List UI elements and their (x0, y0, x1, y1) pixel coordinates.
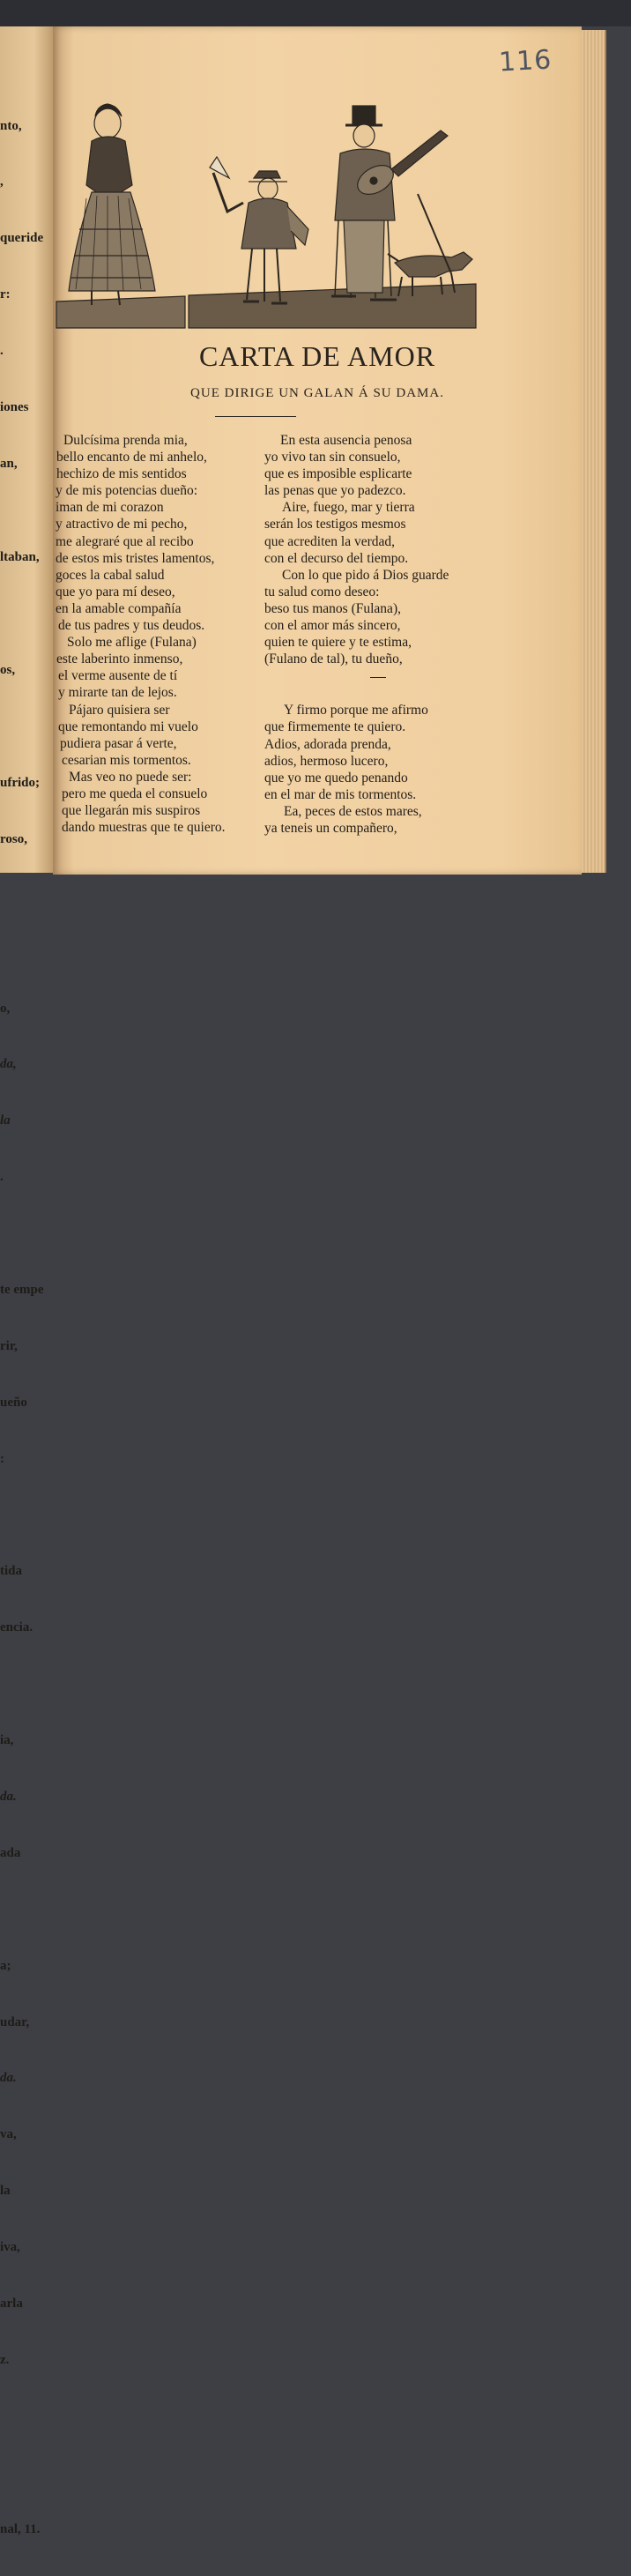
fragment-line: , (0, 175, 4, 190)
poem-line: Y firmo porque me afirmo (284, 703, 428, 718)
page-title: CARTA DE AMOR (198, 340, 436, 372)
fragment-line: da. (0, 1790, 17, 1805)
poem-line: que yo para mí deseo, (56, 584, 175, 599)
poem-line: goces la cabal salud (56, 567, 165, 583)
poem-line: yo vivo tan sin consuelo, (264, 450, 401, 465)
spacer (264, 689, 494, 702)
guitarist-figure (331, 106, 397, 300)
fragment-line: os, (0, 663, 16, 678)
poem-line: en el mar de mis tormentos. (264, 786, 417, 802)
fragment-line: iones (0, 400, 29, 415)
poem-line: las penas que yo padezco. (264, 483, 406, 499)
fragment-line: ueño (0, 1395, 27, 1410)
fragment-line: iva, (0, 2240, 20, 2255)
poem-line: que acrediten la verdad, (264, 533, 396, 549)
poem-line: pudiera pasar á verte, (60, 735, 177, 751)
fragment-line: z. (0, 2352, 10, 2367)
previous-page-edge (0, 26, 56, 2536)
poem-line: tu salud como deseo: (264, 584, 380, 599)
fragment-line: ufrido; (0, 775, 40, 790)
fragment-line (0, 605, 56, 623)
right-poem-column (264, 432, 494, 837)
poem-line: que remontando mi vuelo (58, 718, 198, 734)
fragment-line: arla (0, 2297, 23, 2312)
fragment-line (0, 887, 56, 905)
fragment-line: queride (0, 231, 44, 246)
fragment-line (0, 1901, 56, 1919)
fragment-line: la (0, 1113, 11, 1128)
poem-line: (Fulano de tal), tu dueño, (264, 651, 403, 667)
poem-line: Aire, fuego, mar y tierra (282, 500, 415, 516)
fragment-line: r: (0, 287, 11, 302)
fragment-line: ada (0, 1845, 21, 1860)
fragment-line (0, 943, 56, 962)
fragment-line: da. (0, 2071, 17, 2086)
title-divider (215, 416, 296, 417)
poem-line: Mas veo no puede ser: (69, 769, 192, 785)
poem-line: y de mis potencias dueño: (56, 483, 197, 499)
poem-line: Dulcísima prenda mia, (63, 433, 188, 448)
poem-line: este laberinto inmenso, (56, 651, 183, 667)
poem-line: adios, hermoso lucero, (264, 753, 389, 769)
poem-line: y atractivo de mi pecho, (56, 517, 188, 532)
poem-line: En esta ausencia penosa (280, 433, 412, 448)
poem-line: en la amable compañía (56, 600, 182, 616)
left-poem-column (53, 432, 264, 836)
poem-line: hechizo de mis sentidos (56, 466, 187, 482)
scanner-background (0, 0, 631, 26)
fragment-line: . (0, 344, 4, 359)
ground-left (56, 296, 185, 328)
fragment-line: tida (0, 1564, 23, 1579)
handwritten-page-number: 116 (498, 44, 553, 78)
poem-line: cesarian mis tormentos. (62, 752, 191, 768)
poem-line: Adios, adorada prenda, (264, 736, 391, 752)
fragment-line (0, 1675, 56, 1694)
fragment-line: la (0, 2184, 11, 2199)
fragment-line: ia, (0, 1733, 14, 1748)
fragment-line: o, (0, 1001, 11, 1016)
fragment-line: da, (0, 1057, 17, 1072)
fragment-line: a; (0, 1958, 11, 1973)
woodcut-illustration (56, 97, 479, 335)
poem-line: Ea, peces de estos mares, (284, 803, 422, 819)
poem-line: Con lo que pido á Dios guarde (282, 567, 449, 583)
poem-line: de tus padres y tus deudos. (58, 618, 205, 634)
poem-line: con el decurso del tiempo. (264, 550, 409, 566)
poem-line: que firmemente te quiero. (264, 719, 406, 735)
poem-line: dando muestras que te quiero. (62, 820, 226, 836)
poem-line: iman de mi corazon (56, 500, 164, 516)
poem-line: de estos mis tristes lamentos, (56, 550, 215, 566)
poem-line: beso tus manos (Fulana), (264, 600, 401, 616)
poem-line: y mirarte tan de lejos. (58, 685, 177, 701)
fragment-line: te empe (0, 1283, 44, 1297)
fragment-line: an, (0, 456, 18, 471)
fragment-line: ltaban, (0, 550, 40, 565)
poem-line: que es imposible esplicarte (264, 466, 412, 482)
fragment-line (0, 718, 56, 736)
section-dash (264, 667, 494, 689)
page-stack-edges (578, 30, 606, 873)
poem-line: que llegarán mis suspiros (62, 803, 201, 819)
poem-line: Pájaro quisiera ser (69, 702, 170, 718)
poem-line: me alegraré que al recibo (56, 533, 194, 549)
fragment-line: nal, 11. (0, 2521, 41, 2536)
poem-line: con el amor más sincero, (264, 618, 401, 634)
fragment-line (0, 2408, 56, 2426)
lady-figure (69, 104, 155, 305)
poem-line: el verme ausente de tí (58, 668, 178, 684)
fragment-line (0, 1507, 56, 1525)
fragment-line: : (0, 1451, 4, 1466)
previous-page-text (0, 79, 56, 2576)
fragment-line: rir, (0, 1338, 18, 1353)
fragment-line: nto, (0, 118, 22, 133)
fragment-line (0, 2464, 56, 2483)
fragment-line (0, 1225, 56, 1243)
fragment-line: udar, (0, 2014, 30, 2029)
fragment-line: . (0, 1170, 4, 1185)
ground (189, 284, 476, 328)
fragment-line: encia. (0, 1620, 33, 1635)
fragment-line: va, (0, 2127, 17, 2142)
suitor-figure (210, 157, 308, 303)
fragment-line: roso, (0, 831, 27, 846)
poem-line: bello encanto de mi anhelo, (56, 450, 207, 465)
poem-line: pero me queda el consuelo (62, 785, 208, 801)
poem-line: Solo me aflige (Fulana) (67, 635, 197, 651)
poem-line: que yo me quedo penando (264, 770, 408, 785)
poem-line: quien te quiere y te estima, (264, 635, 412, 651)
poem-line: serán los testigos mesmos (264, 517, 406, 532)
poem-line: ya teneis un compañero, (264, 820, 397, 836)
page-subtitle: QUE DIRIGE UN GALAN Á SU DAMA. (190, 386, 444, 400)
